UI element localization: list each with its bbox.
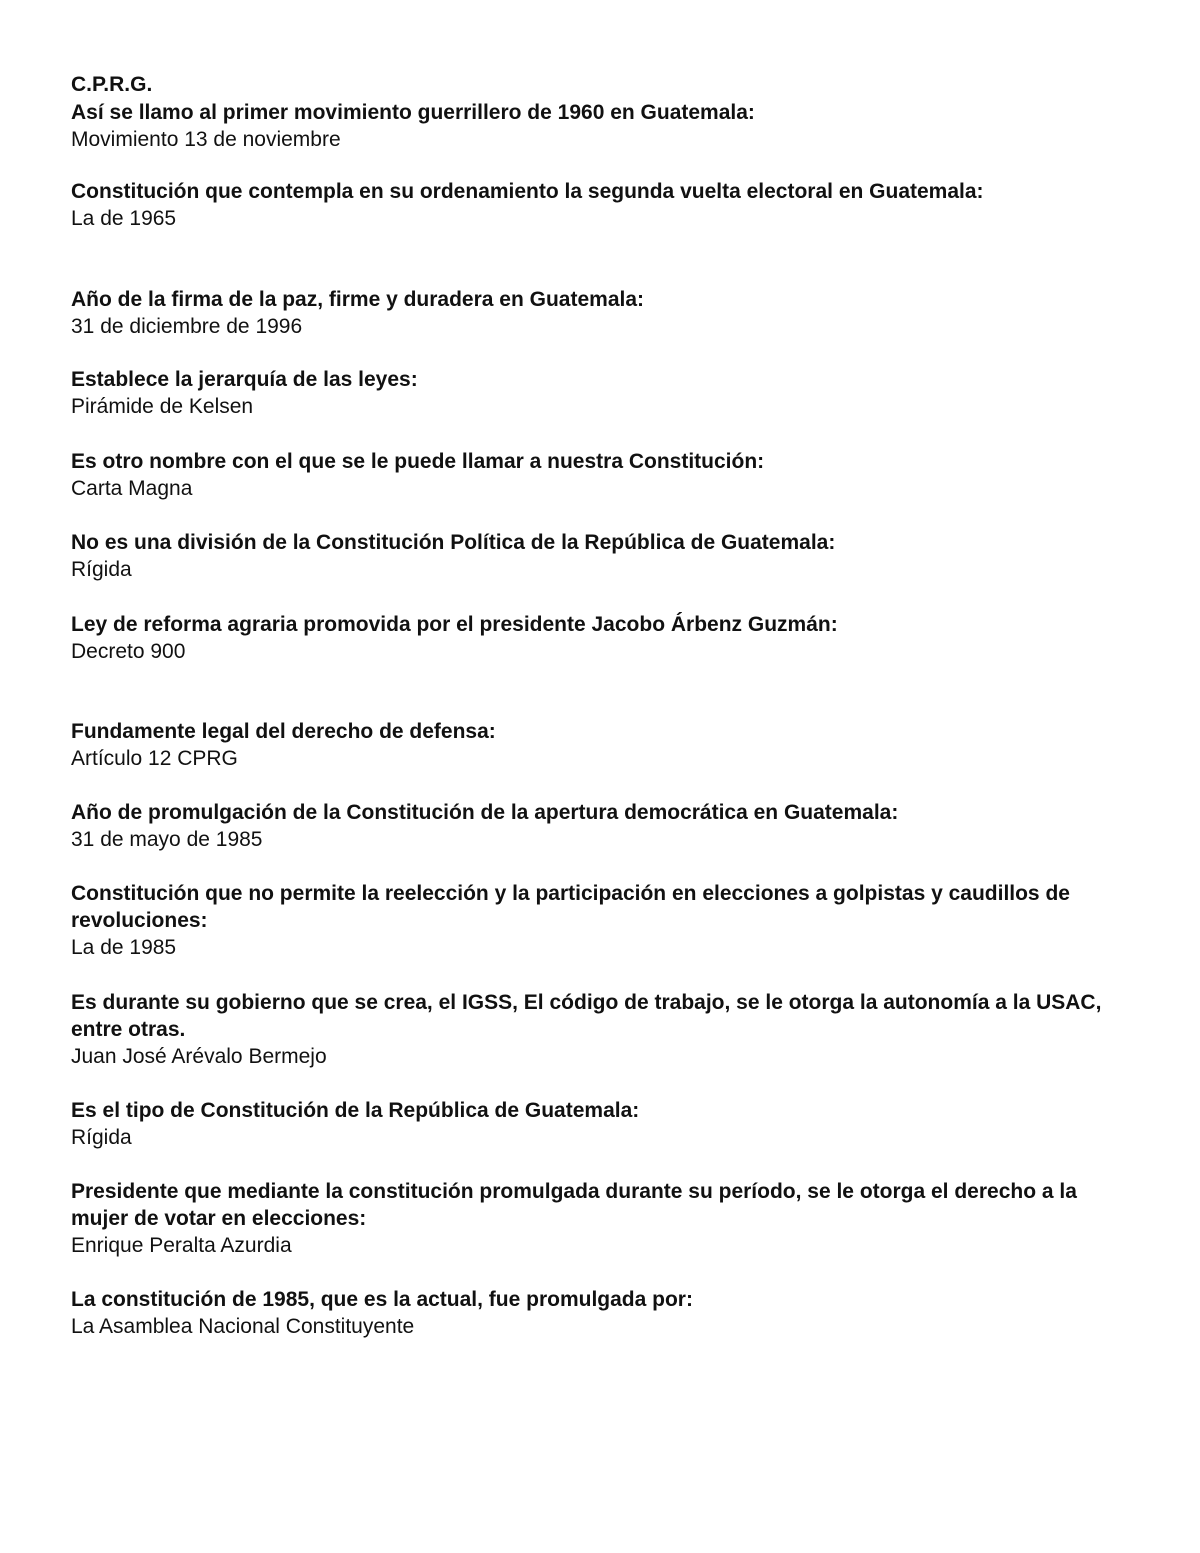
question: Así se llamo al primer movimiento guerrillero de 1960 en Guatemala: (71, 101, 755, 124)
question: Establece la jerarquía de las leyes: (71, 368, 418, 391)
qa-item (71, 366, 1131, 420)
answer: Decreto 900 (71, 640, 186, 663)
question: Año de la firma de la paz, firme y duradera en Guatemala: (71, 288, 645, 311)
qa-item (71, 1178, 1131, 1259)
question: Es durante su gobierno que se crea, el IGSS, El código de trabajo, se le otorga la autonomía a la USAC, entre otras. (71, 991, 1102, 1041)
answer: Juan José Arévalo Bermejo (71, 1045, 327, 1068)
question: Constitución que contempla en su ordenamiento la segunda vuelta electoral en Guatemala: (71, 180, 984, 203)
answer: Rígida (71, 1126, 132, 1149)
qa-item (71, 286, 1131, 340)
question: Es otro nombre con el que se le puede llamar a nuestra Constitución: (71, 450, 765, 473)
answer: 31 de diciembre de 1996 (71, 315, 303, 338)
qa-item (71, 880, 1131, 961)
qa-item (71, 448, 1131, 502)
answer: Carta Magna (71, 477, 193, 500)
qa-item (71, 178, 1131, 232)
qa-item (71, 799, 1131, 853)
answer: Enrique Peralta Azurdia (71, 1234, 292, 1257)
question: No es una división de la Constitución Política de la República de Guatemala: (71, 531, 836, 554)
answer: Rígida (71, 558, 132, 581)
qa-item (71, 1097, 1131, 1151)
document-heading: C.P.R.G. (71, 73, 153, 96)
question: Es el tipo de Constitución de la República de Guatemala: (71, 1099, 640, 1122)
qa-item (71, 99, 1131, 153)
answer: Pirámide de Kelsen (71, 395, 254, 418)
question: Constitución que no permite la reelección y la participación en elecciones a golpistas y caudillos de revoluciones: (71, 882, 1070, 932)
question: Año de promulgación de la Constitución de la apertura democrática en Guatemala: (71, 801, 899, 824)
answer: La de 1985 (71, 936, 177, 959)
answer: 31 de mayo de 1985 (71, 828, 263, 851)
question: Fundamente legal del derecho de defensa: (71, 720, 496, 743)
qa-item (71, 718, 1131, 772)
question: La constitución de 1985, que es la actual, fue promulgada por: (71, 1288, 693, 1311)
answer: La de 1965 (71, 207, 177, 230)
question: Presidente que mediante la constitución promulgada durante su período, se le otorga el derecho a la mujer de votar en elecciones: (71, 1180, 1077, 1230)
qa-item (71, 989, 1131, 1070)
qa-item (71, 1286, 1131, 1340)
qa-item (71, 529, 1131, 583)
answer: Movimiento 13 de noviembre (71, 128, 341, 151)
answer: Artículo 12 CPRG (71, 747, 238, 770)
answer: La Asamblea Nacional Constituyente (71, 1315, 415, 1338)
qa-item (71, 611, 1131, 665)
question: Ley de reforma agraria promovida por el presidente Jacobo Árbenz Guzmán: (71, 613, 838, 636)
